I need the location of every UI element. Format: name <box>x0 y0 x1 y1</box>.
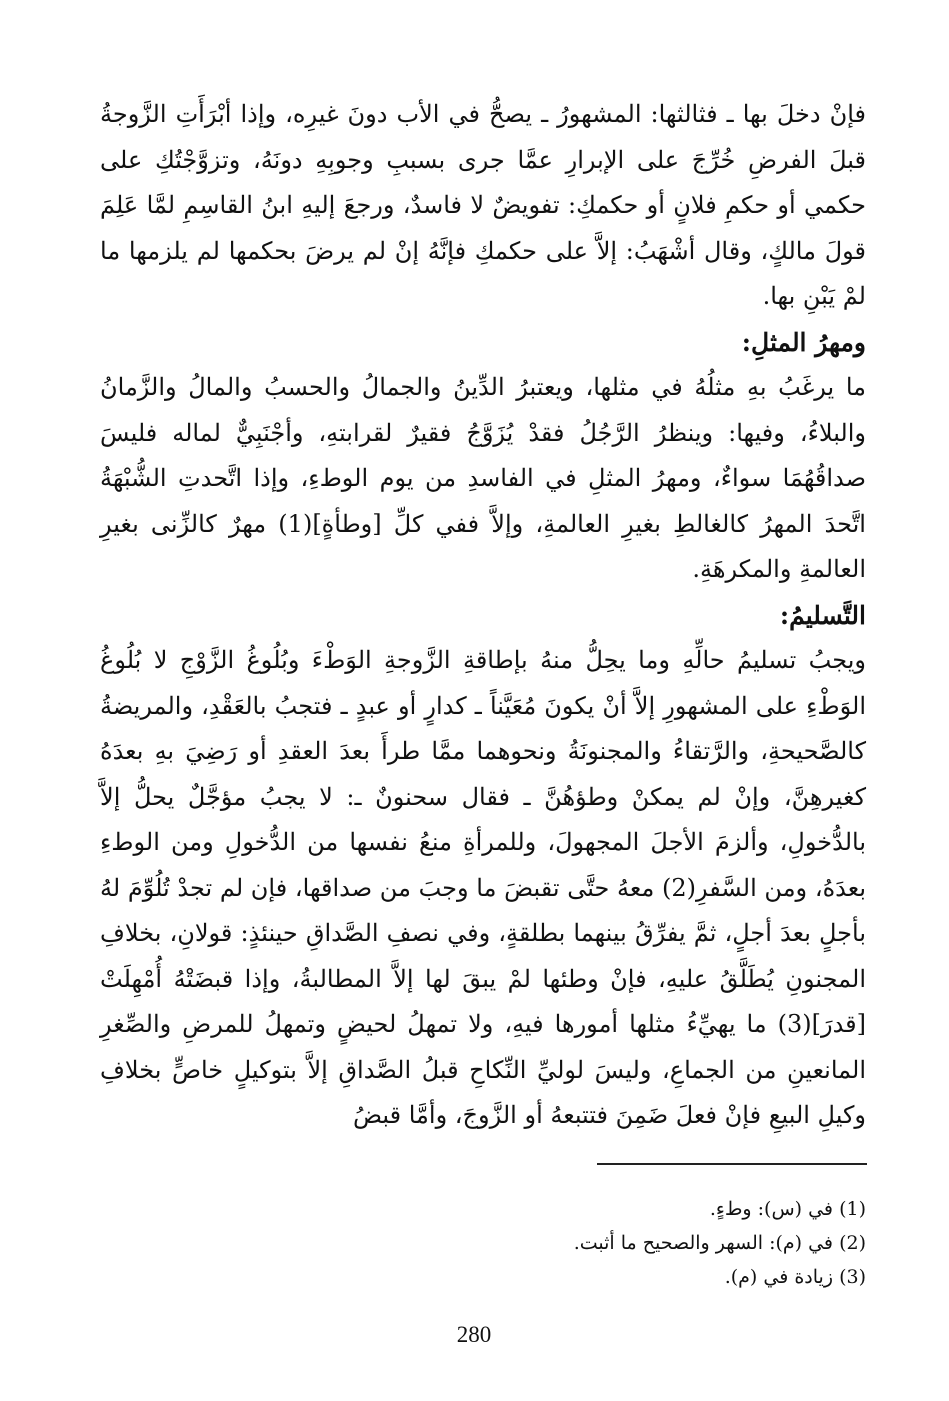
paragraph-1: فإنْ دخلَ بها ـ فثالثها: المشهورُ ـ يصحُّ في الأب دونَ غيرِه، وإذا أبْرَأَتِ الزَّوجةُ قبلَ الفرضِ خُرِّجَ على الإبرارِ عمَّا جرى بسببِ وجوبِهِ دونَهُ، وتزوَّجْتُكِ على حكمي أو حكمِ فلانٍ أو حكمكِ: تفويضٌ لا فاسدٌ، ورجعَ إليهِ ابنُ القاسِمِ لمَّا عَلِمَ قولَ مالكٍ، وقال أشْهَبُ: إلاَّ على حكمكِ فإنَّهُ إنْ لم يرضَ بحكمها لم يلزمها ما لمْ يَبْنِ بها. <box>100 100 866 310</box>
footnote-divider <box>597 1163 867 1165</box>
footnote-text: زيادة في (م). <box>724 1266 834 1288</box>
footnote-text: في (س): وطءٍ. <box>709 1198 834 1220</box>
footnote-number: (3) <box>839 1266 866 1288</box>
footnote-1 <box>420 1192 866 1226</box>
footnote-number: (2) <box>839 1232 866 1254</box>
heading-mahr-al-mithl: ومهرُ المثلِ: <box>741 327 866 357</box>
paragraph-3: ويجبُ تسليمُ حالِّهِ وما يحِلُّ منهُ بإطاقةِ الزَّوجةِ الوَطْءَ وبُلُوغُ الزَّوْجِ لا بُلُوغُ الوَطْءِ على المشهورِ إلاَّ أنْ يكونَ مُعَيَّناً ـ كدارٍ أو عبدٍ ـ فتجبُ بالعَقْدِ، والمريضةُ كالصَّحيحةِ، والرَّتقاءُ والمجنونَةُ ونحوهما ممَّا طرأَ بعدَ العقدِ أو رَضِيَ بهِ بعدَهُ كغيرهِنَّ، وإنْ لم يمكنْ وطؤهُنَّ ـ فقال سحنونٌ ـ: لا يجبُ مؤجَّلٌ يحلُّ إلاَّ بالدُّخولِ، وألزمَ الأجلَ المجهولَ، وللمرأةِ منعُ نفسها من الدُّخولِ ومن الوطءِ بعدَهُ، ومن السَّفرِ(2) معهُ حتَّى تقبضَ ما وجبَ من صداقها، فإن لم تجدْ تُلُوِّمَ لهُ بأجلٍ بعدَ أجلٍ، ثمَّ يفرِّقُ بينهما بطلقةٍ، وفي نصفِ الصَّداقِ حينئذٍ: قولانِ، بخلافِ المجنونِ يُطَلَّقُ عليهِ، فإنْ وطئها لمْ يبقَ لها إلاَّ المطالبةُ، وإذا قبضَتْهُ أُمْهِلَتْ [قدرَ](3) ما يهيِّءُ مثلها أمورها فيهِ، ولا تمهلُ لحيضٍ وتمهلُ للمرضِ والصِّغرِ المانعينِ من الجماعِ، وليسَ لوليِّ النِّكاحِ قبلُ الصَّداقِ إلاَّ بتوكيلٍ خاصٍّ بخلافِ وكيلِ البيعِ فإنْ فعلَ ضَمِنَ فتتبعهُ أو الزَّوجَ، وأمَّا قبضُ <box>100 646 866 1129</box>
footnote-2 <box>420 1226 866 1260</box>
footnotes-list <box>420 1192 866 1294</box>
footnote-number: (1) <box>839 1198 866 1220</box>
heading-al-taslim: التَّسليمُ: <box>779 600 866 630</box>
page-number: 280 <box>456 1322 492 1347</box>
main-text <box>100 92 866 1139</box>
footnote-3 <box>420 1260 866 1294</box>
footnote-text: في (م): السهر والصحيح ما أثبت. <box>573 1232 834 1254</box>
paragraph-2: ما يرغَبُ بهِ مثلُهُ في مثلها، ويعتبرُ الدِّينُ والجمالُ والحسبُ والمالُ والزَّمانُ والبلاءُ، وفيها: وينظرُ الرَّجُلُ فقدْ يُزَوَّجُ فقيرٌ لقرابتهِ، وأجْنَبِيٌّ لماله فليسَ صداقُهُمَا سواءٌ، ومهرُ المثلِ في الفاسدِ من يوم الوطءِ، وإذا اتَّحدتِ الشُّبْهَةُ اتَّحدَ المهرُ كالغالطِ بغيرِ العالمةِ، وإلاَّ ففي كلِّ [وطأةٍ](1) مهرٌ كالزِّنى بغيرِ العالمةِ والمكرهَةِ. <box>100 373 866 583</box>
